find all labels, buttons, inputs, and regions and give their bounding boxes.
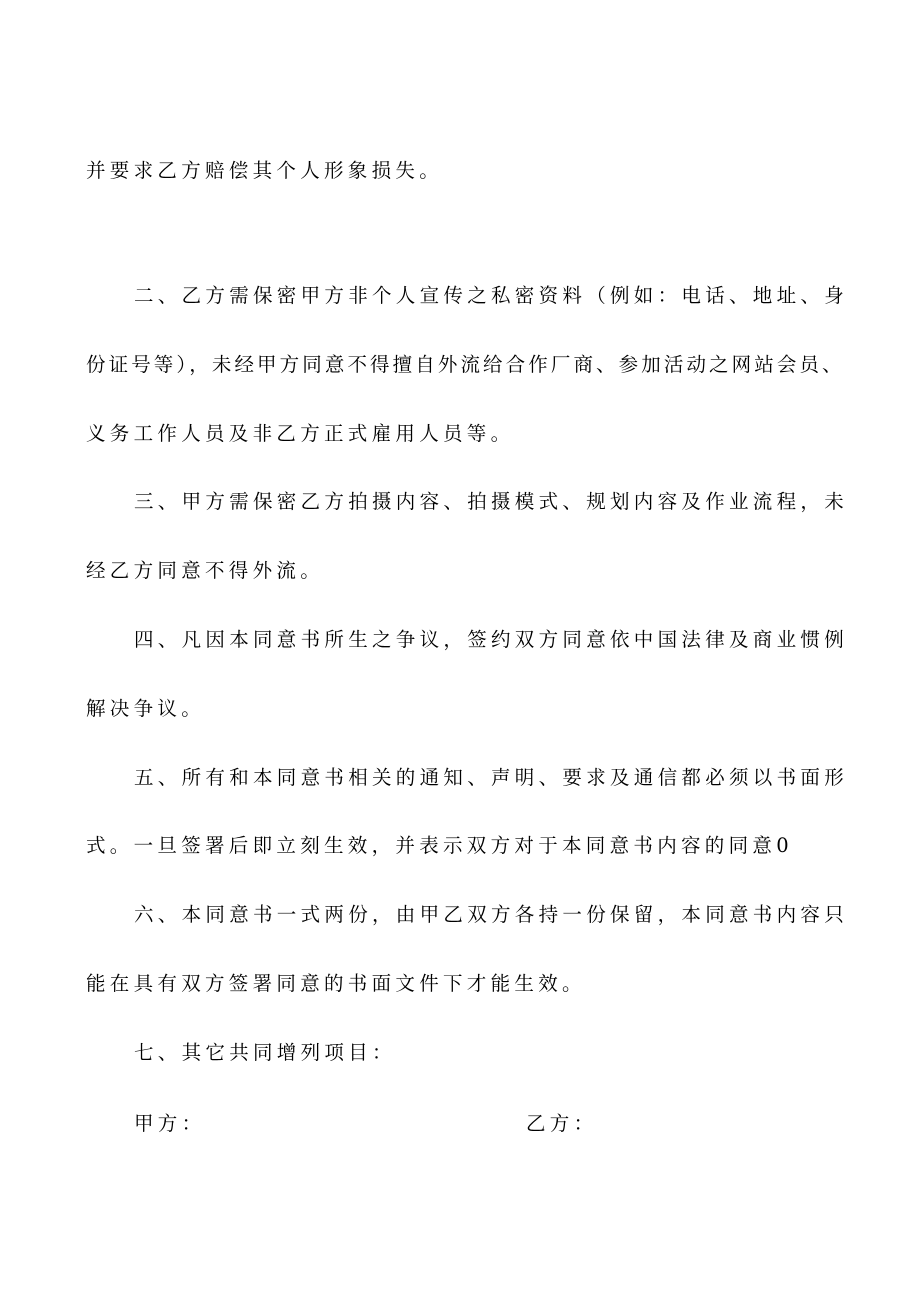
clause-five-line-2: 式。一旦签署后即立刻生效，并表示双方对于本同意书内容的同意0: [86, 834, 793, 857]
clause-four-line-1: 四、凡因本同意书所生之争议，签约双方同意依中国法律及商业惯例: [134, 628, 849, 651]
party-b-signature-label: 乙方：: [526, 1112, 598, 1135]
clause-two-line-1: 二、乙方需保密甲方非个人宣传之私密资料（例如：电话、地址、身: [134, 284, 849, 307]
clause-four-line-2: 解决争议。: [86, 697, 206, 720]
clause-five-line-1: 五、所有和本同意书相关的通知、声明、要求及通信都必须以书面形: [134, 766, 849, 789]
clause-seven-line: 七、其它共同增列项目：: [134, 1041, 396, 1064]
clause-three-line-2: 经乙方同意不得外流。: [86, 559, 325, 582]
clause-two-line-2: 份证号等），未经甲方同意不得擅自外流给合作厂商、参加活动之网站会员、: [86, 353, 845, 376]
clause-two-line-3: 义务工作人员及非乙方正式雇用人员等。: [86, 422, 515, 445]
clause-six-line-1: 六、本同意书一式两份，由甲乙双方各持一份保留，本同意书内容只: [134, 903, 849, 926]
clause-three-line-1: 三、甲方需保密乙方拍摄内容、拍摄模式、规划内容及作业流程，未: [134, 490, 849, 513]
clause-six-line-2: 能在具有双方签署同意的书面文件下才能生效。: [86, 972, 586, 995]
paragraph-line: 并要求乙方赔偿其个人形象损失。: [86, 159, 444, 182]
party-a-signature-label: 甲方：: [134, 1112, 206, 1135]
